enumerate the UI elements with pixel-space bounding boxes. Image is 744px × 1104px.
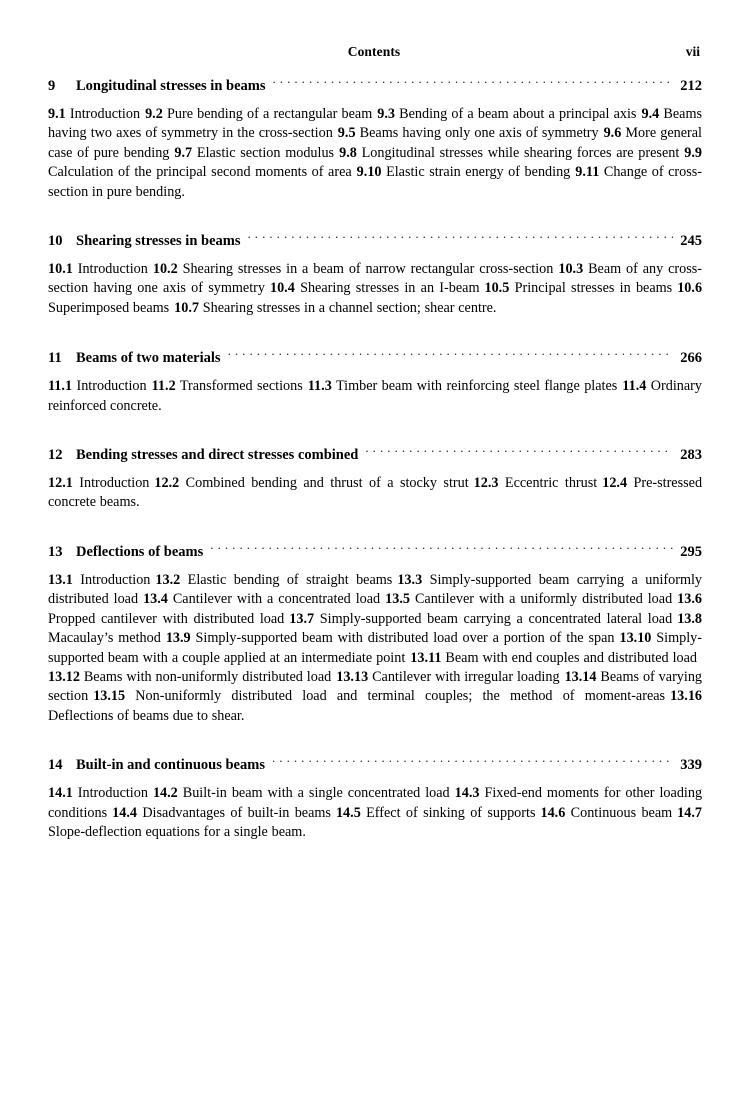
section-number: 11.1	[48, 378, 73, 395]
section-title: Change of cross-section in pure bending.	[48, 164, 703, 200]
chapter-section-list	[48, 377, 702, 416]
section-title: Introduction	[76, 378, 147, 395]
section-number: 13.1	[48, 571, 73, 588]
table-of-contents	[48, 76, 702, 857]
page-title: Contents	[347, 44, 401, 59]
section-number: 13.7	[289, 610, 315, 627]
chapter-page-number: 295	[680, 543, 702, 560]
section-number: 14.5	[335, 804, 361, 821]
section-title: Shearing stresses in a beam of narrow rectangular cross-section	[182, 261, 554, 278]
section-number: 9.5	[337, 125, 356, 142]
section-number: 13.11	[410, 649, 442, 666]
section-title: Eccentric thrust	[504, 475, 598, 492]
section-number: 14.1	[48, 785, 73, 802]
section-title: Introduction	[77, 785, 148, 802]
section-title: Pure bending of a rectangular beam	[166, 106, 373, 122]
section-title: Beams having two axes of symmetry in the cross-section	[48, 106, 703, 142]
chapter-number: 10	[48, 233, 63, 250]
section-number: 11.3	[307, 378, 332, 395]
section-title: Beam of any cross-section having one axis of symmetry	[48, 261, 703, 297]
section-number: 14.6	[540, 804, 566, 821]
section-number: 12.4	[602, 475, 628, 492]
section-number: 13.8	[677, 610, 703, 627]
dot-leader	[272, 755, 673, 769]
toc-chapter-entry[interactable]	[48, 76, 702, 202]
chapter-heading[interactable]	[48, 348, 702, 368]
chapter-title: Longitudinal stresses in beams	[76, 78, 266, 94]
section-number: 14.2	[152, 785, 178, 802]
section-number: 13.15	[93, 688, 126, 705]
chapter-heading[interactable]	[48, 755, 702, 775]
dot-leader	[210, 542, 673, 556]
section-number: 10.6	[677, 280, 703, 297]
chapter-section-list	[48, 474, 702, 513]
chapter-title: Built-in and continuous beams	[76, 757, 265, 774]
section-number: 12.1	[48, 475, 73, 492]
chapter-page-number: 245	[680, 233, 702, 250]
toc-chapter-entry[interactable]	[48, 231, 702, 318]
section-number: 9.7	[174, 144, 193, 161]
section-number: 9.1	[48, 106, 66, 122]
section-title: Continuous beam	[570, 804, 673, 821]
section-title: Built-in beam with a single concentrated load	[182, 785, 450, 802]
toc-chapter-entry[interactable]	[48, 755, 702, 842]
section-number: 11.2	[151, 378, 176, 395]
section-number: 13.10	[619, 630, 652, 647]
section-number: 13.13	[336, 668, 369, 685]
dot-leader	[228, 348, 674, 362]
section-title: More general case of pure bending	[48, 125, 702, 161]
section-number: 10.1	[48, 261, 73, 278]
chapter-page-number: 266	[680, 350, 702, 367]
toc-chapter-entry[interactable]	[48, 445, 702, 513]
section-title: Bending of a beam about a principal axis	[399, 106, 637, 122]
section-number: 9.2	[145, 106, 163, 122]
section-number: 12.2	[154, 475, 180, 492]
chapter-heading[interactable]	[48, 542, 702, 562]
section-title: Cantilever with irregular loading	[372, 668, 560, 685]
section-title: Elastic bending of straight beams	[187, 571, 393, 588]
section-title: Pre-stressed concrete beams.	[48, 475, 703, 511]
section-title: Simply-supported beam with a couple applied at an intermediate point	[48, 630, 702, 666]
page-folio: vii	[685, 44, 700, 59]
section-title: Superimposed beams	[48, 299, 170, 316]
section-title: Cantilever with a uniformly distributed load	[414, 591, 673, 608]
chapter-section-list	[48, 105, 702, 202]
dot-leader	[365, 445, 673, 459]
chapter-title: Shearing stresses in beams	[76, 233, 241, 250]
section-title: Introduction	[69, 106, 141, 122]
section-title: Simply-supported beam carrying a concentrated lateral load	[319, 610, 673, 627]
section-title: Beams having only one axis of symmetry	[359, 125, 599, 142]
section-number: 13.9	[165, 630, 191, 647]
section-title: Beam with end couples and distributed load	[445, 649, 698, 666]
section-number: 9.8	[339, 144, 357, 161]
chapter-page-number: 283	[680, 447, 702, 464]
chapter-section-list	[48, 784, 702, 842]
section-number: 9.4	[641, 106, 660, 122]
section-separator	[697, 649, 702, 668]
section-title: Simply-supported beam with distributed load over a portion of the span	[195, 630, 615, 647]
chapter-number: 9	[48, 78, 56, 94]
section-number: 10.4	[269, 280, 295, 297]
section-title: Shearing stresses in a channel section; shear centre.	[202, 299, 497, 316]
section-title: Effect of sinking of supports	[366, 804, 536, 821]
section-number: 9.10	[356, 164, 382, 181]
section-number: 13.5	[385, 591, 410, 608]
chapter-page-number: 212	[680, 78, 702, 94]
section-title: Fixed-end moments for other loading conditions	[48, 785, 703, 821]
chapter-number: 14	[48, 757, 63, 774]
section-title: Introduction	[80, 571, 151, 588]
section-title: Non-uniformly distributed load and terminal couples; the method of moment-areas	[135, 688, 666, 705]
dot-leader	[272, 76, 673, 90]
section-number: 10.5	[484, 280, 510, 297]
section-number: 14.3	[454, 785, 480, 802]
section-number: 10.3	[558, 261, 584, 278]
section-number: 13.2	[155, 571, 181, 588]
section-title: Elastic strain energy of bending	[386, 164, 571, 181]
section-number: 9.11	[575, 164, 600, 181]
section-title: Longitudinal stresses while shearing forces are present	[361, 144, 680, 161]
section-title: Ordinary reinforced concrete.	[48, 378, 702, 414]
chapter-page-number: 339	[680, 757, 702, 774]
section-title: Slope-deflection equations for a single beam.	[48, 823, 306, 840]
section-number: 14.7	[677, 804, 702, 821]
section-title: Elastic section modulus	[196, 144, 335, 161]
chapter-section-list	[48, 260, 702, 318]
chapter-heading[interactable]	[48, 231, 702, 251]
chapter-number: 11	[48, 350, 62, 367]
chapter-section-list	[48, 571, 702, 726]
section-number: 9.6	[603, 125, 622, 142]
chapter-heading[interactable]	[48, 76, 702, 96]
section-number: 10.2	[152, 261, 178, 278]
toc-chapter-entry[interactable]	[48, 542, 702, 726]
section-title: Propped cantilever with distributed load	[48, 610, 285, 627]
section-number: 9.9	[684, 144, 703, 161]
running-head	[48, 44, 700, 62]
section-number: 9.3	[377, 106, 395, 122]
section-number: 14.4	[112, 804, 137, 821]
section-title: Beams with non-uniformly distributed load	[83, 668, 332, 685]
section-number: 13.3	[397, 571, 423, 588]
dot-leader	[247, 231, 673, 245]
section-number: 13.16	[670, 688, 702, 705]
section-number: 11.4	[622, 378, 647, 395]
section-title: Principal stresses in beams	[514, 280, 673, 297]
section-title: Transformed sections	[179, 378, 303, 395]
section-title: Introduction	[79, 475, 150, 492]
section-title: Shearing stresses in an I-beam	[300, 280, 480, 297]
chapter-number: 12	[48, 447, 63, 464]
section-title: Cantilever with a concentrated load	[172, 591, 381, 608]
chapter-heading[interactable]	[48, 445, 702, 465]
section-title: Calculation of the principal second moments of area	[48, 164, 352, 181]
chapter-title: Deflections of beams	[76, 543, 204, 560]
chapter-title: Beams of two materials	[76, 350, 221, 367]
section-title: Combined bending and thrust of a stocky strut	[185, 475, 469, 492]
toc-chapter-entry[interactable]	[48, 348, 702, 416]
section-number: 13.4	[143, 591, 168, 608]
section-number: 13.14	[564, 668, 597, 685]
section-number: 13.6	[677, 591, 702, 608]
section-title: Simply-supported beam carrying a uniformly distributed load	[48, 571, 703, 608]
section-title: Beams of varying section	[48, 668, 703, 705]
section-title: Introduction	[77, 261, 148, 278]
chapter-title: Bending stresses and direct stresses combined	[76, 447, 359, 464]
section-title: Disadvantages of built-in beams	[142, 804, 331, 821]
section-title: Macaulay’s method	[48, 630, 161, 647]
section-title: Deflections of beams due to shear.	[48, 707, 245, 724]
section-number: 10.7	[174, 299, 199, 316]
section-number: 12.3	[473, 475, 499, 492]
section-title: Timber beam with reinforcing steel flange plates	[335, 378, 618, 395]
section-number: 13.12	[48, 668, 80, 685]
chapter-number: 13	[48, 543, 63, 560]
